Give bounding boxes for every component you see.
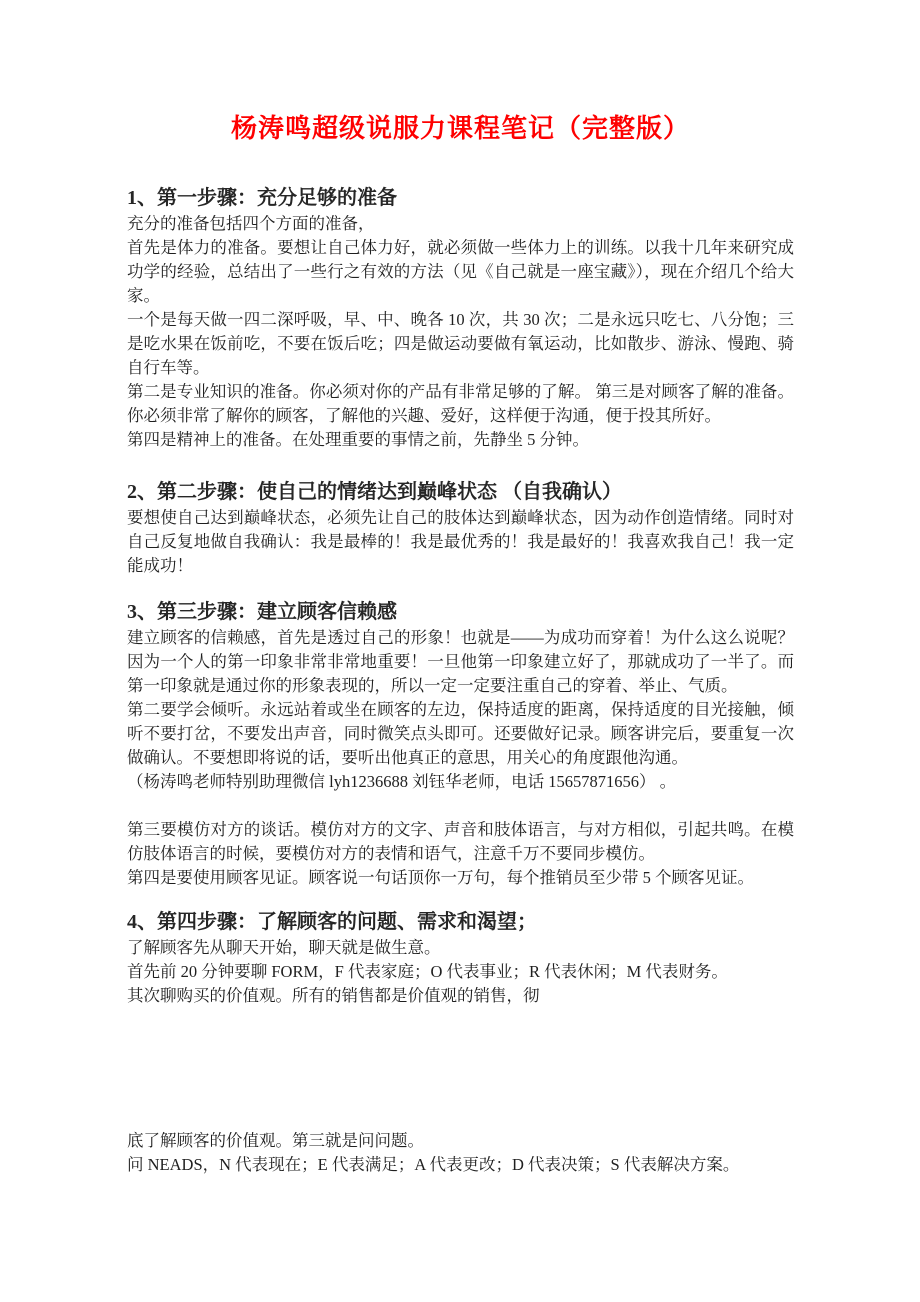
body-line: 问 NEADS，N 代表现在；E 代表满足；A 代表更改；D 代表决策；S 代表解决方案。 (127, 1155, 740, 1174)
body-line: 自己反复地做自我确认：我是最棒的！我是最优秀的！我是最好的！我喜欢我自己！我一定 (127, 532, 794, 551)
body-line: 第二要学会倾听。永远站着或坐在顾客的左边，保持适度的距离，保持适度的目光接触，倾 (127, 700, 794, 719)
body-line: 第一印象就是通过你的形象表现的，所以一定一定要注重自己的穿着、举止、气质。 (127, 676, 738, 695)
body-line: 因为一个人的第一印象非常非常地重要！一旦他第一印象建立好了，那就成功了一半了。而 (127, 652, 794, 671)
body-line: 了解顾客先从聊天开始，聊天就是做生意。 (127, 938, 441, 957)
section-step-4 (127, 908, 794, 1008)
body-line: 第二是专业知识的准备。你必须对你的产品有非常足够的了解。 第三是对顾客了解的准备。 (127, 382, 794, 401)
body-line: 仿肢体语言的时候，要模仿对方的表情和语气，注意千万不要同步模仿。 (127, 844, 655, 863)
body-line: 底了解顾客的价值观。第三就是问问题。 (127, 1131, 424, 1150)
body-line: 做确认。不要想即将说的话，要听出他真正的意思，用关心的角度跟他沟通。 (127, 748, 688, 767)
section-3-heading: 3、第三步骤：建立顾客信赖感 (127, 601, 397, 623)
body-line: 听不要打岔，不要发出声音，同时微笑点头即可。还要做好记录。顾客讲完后，要重复一次 (127, 724, 794, 743)
body-line: 第四是要使用顾客见证。顾客说一句话顶你一万句，每个推销员至少带 5 个顾客见证。 (127, 868, 754, 887)
body-line: 充分的准备包括四个方面的准备， (127, 214, 375, 233)
section-step-3 (127, 598, 794, 890)
section-4-heading: 4、第四步骤：了解顾客的问题、需求和渴望； (127, 911, 537, 933)
body-line: 建立顾客的信赖感，首先是透过自己的形象！也就是——为成功而穿着！为什么这么说呢？ (127, 628, 794, 647)
body-line: 自行车等。 (127, 358, 210, 377)
body-line: 首先前 20 分钟要聊 FORM，F 代表家庭；O 代表事业；R 代表休闲；M 代表财务。 (127, 962, 728, 981)
body-line: 你必须非常了解你的顾客，了解他的兴趣、爱好，这样便于沟通，便于投其所好。 (127, 406, 721, 425)
body-line: 要想使自己达到巅峰状态，必须先让自己的肢体达到巅峰状态，因为动作创造情绪。同时对 (127, 508, 794, 527)
continued-text-block (127, 1129, 794, 1177)
document-content (0, 112, 920, 1177)
body-line: 家。 (127, 286, 160, 305)
section-1-heading: 1、第一步骤：充分足够的准备 (127, 187, 397, 209)
body-line: 第三要模仿对方的谈话。模仿对方的文字、声音和肢体语言，与对方相似，引起共鸣。在模 (127, 820, 794, 839)
body-line: 是吃水果在饭前吃，不要在饭后吃；四是做运动要做有氧运动，比如散步、游泳、慢跑、骑 (127, 334, 794, 353)
body-line: 其次聊购买的价值观。所有的销售都是价值观的销售，彻 (127, 986, 540, 1005)
document-title: 杨涛鸣超级说服力课程笔记（完整版） (230, 114, 690, 143)
body-line: 首先是体力的准备。要想让自己体力好，就必须做一些体力上的训练。以我十几年来研究成 (127, 238, 794, 257)
assistant-contact-line: （杨涛鸣老师特别助理微信 lyh1236688 刘钰华老师，电话 15657871656） 。 (127, 772, 677, 791)
section-step-2 (127, 478, 794, 578)
body-line: 能成功！ (127, 556, 193, 575)
section-step-1 (127, 184, 794, 452)
body-line: 第四是精神上的准备。在处理重要的事情之前，先静坐 5 分钟。 (127, 430, 589, 449)
body-line: 一个是每天做一四二深呼吸，早、中、晚各 10 次，共 30 次；二是永远只吃七、八分饱；三 (127, 310, 794, 329)
section-2-heading: 2、第二步骤：使自己的情绪达到巅峰状态 （自我确认） (127, 481, 622, 503)
body-line: 功学的经验，总结出了一些行之有效的方法（见《自己就是一座宝藏》），现在介绍几个给大 (127, 262, 794, 281)
